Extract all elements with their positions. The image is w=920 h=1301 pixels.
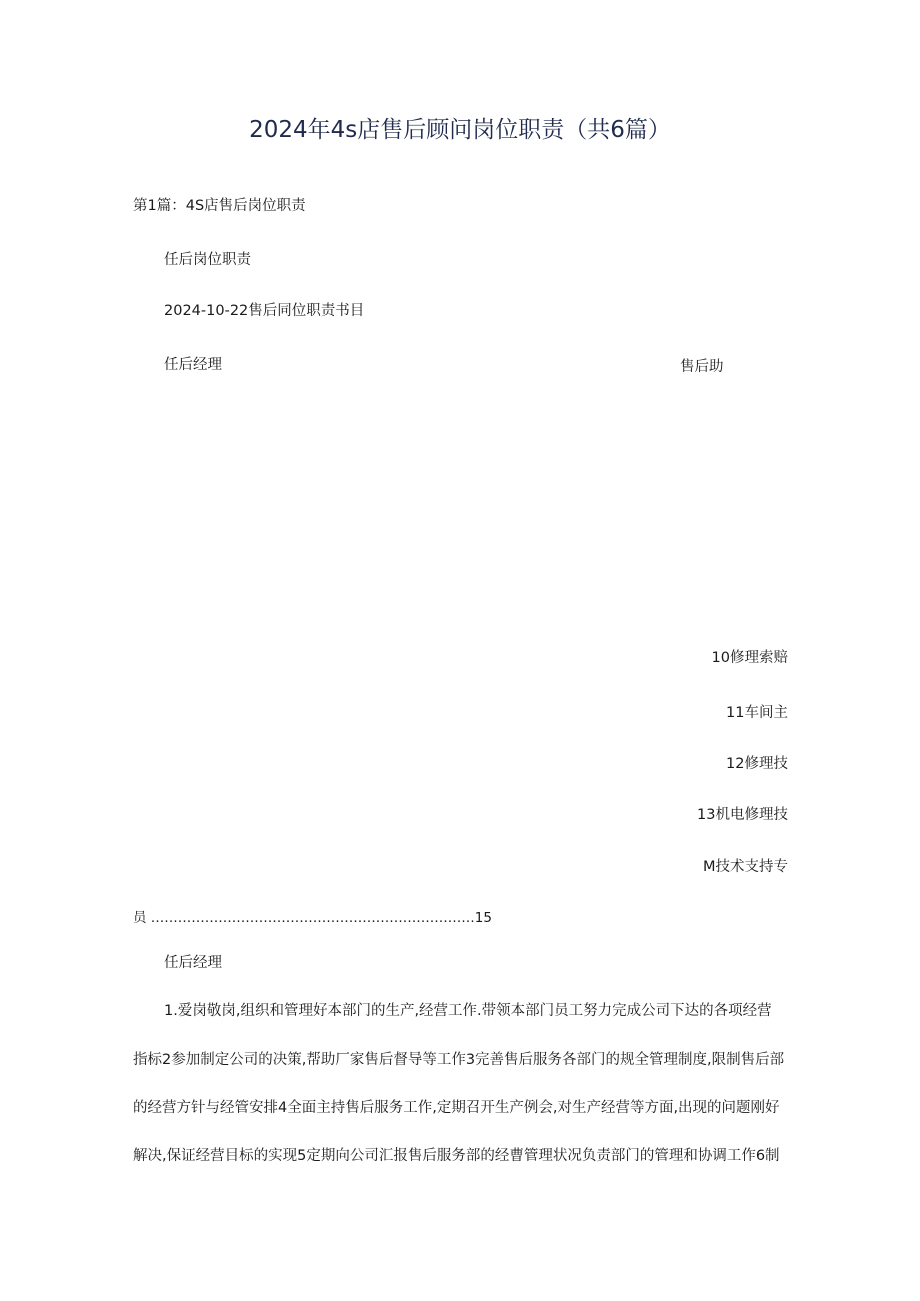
- section-heading: 任后岗位职责: [164, 252, 251, 268]
- body-line: 解决,保证经营目标的实现5定期向公司汇报售后服务部的经曹管理状况负责部门的管理和协调工作6制: [133, 1148, 780, 1164]
- toc-item: 13机电修理技: [697, 807, 788, 823]
- chapter-heading: 第1篇：4S店售后岗位职责: [133, 198, 306, 214]
- body-line: 1.爱岗敬岗,组织和管理好本部门的生产,经营工作.带领本部门员工努力完成公司下达的各项经营: [164, 1003, 772, 1019]
- toc-item: M技术支持专: [702, 859, 788, 875]
- toc-item: 10修理索赔: [711, 650, 788, 666]
- toc-item: 12修理技: [726, 756, 788, 772]
- date-line: 2024-10-22售后同位职责书目: [164, 303, 365, 319]
- section2-heading: 任后经理: [164, 955, 222, 971]
- toc-continued-item: 员 ………………………………………………………………15: [133, 910, 492, 926]
- body-line: 指标2参加制定公司的决策,帮助厂家售后督导等工作3完善售后服务各部门的规全管理制度,限制售后部: [133, 1052, 785, 1068]
- toc-item: 11车间主: [726, 705, 788, 721]
- toc-item-left: 任后经理: [164, 357, 222, 373]
- body-line: 的经营方针与经管安排4全面主持售后服务工作,定期召开生产例会,对生产经营等方面,出现的问题刚好: [133, 1100, 780, 1116]
- document-title: 2024年4s店售后顾问岗位职责（共6篇）: [249, 117, 671, 143]
- toc-item-right-top: 售后助: [680, 359, 724, 375]
